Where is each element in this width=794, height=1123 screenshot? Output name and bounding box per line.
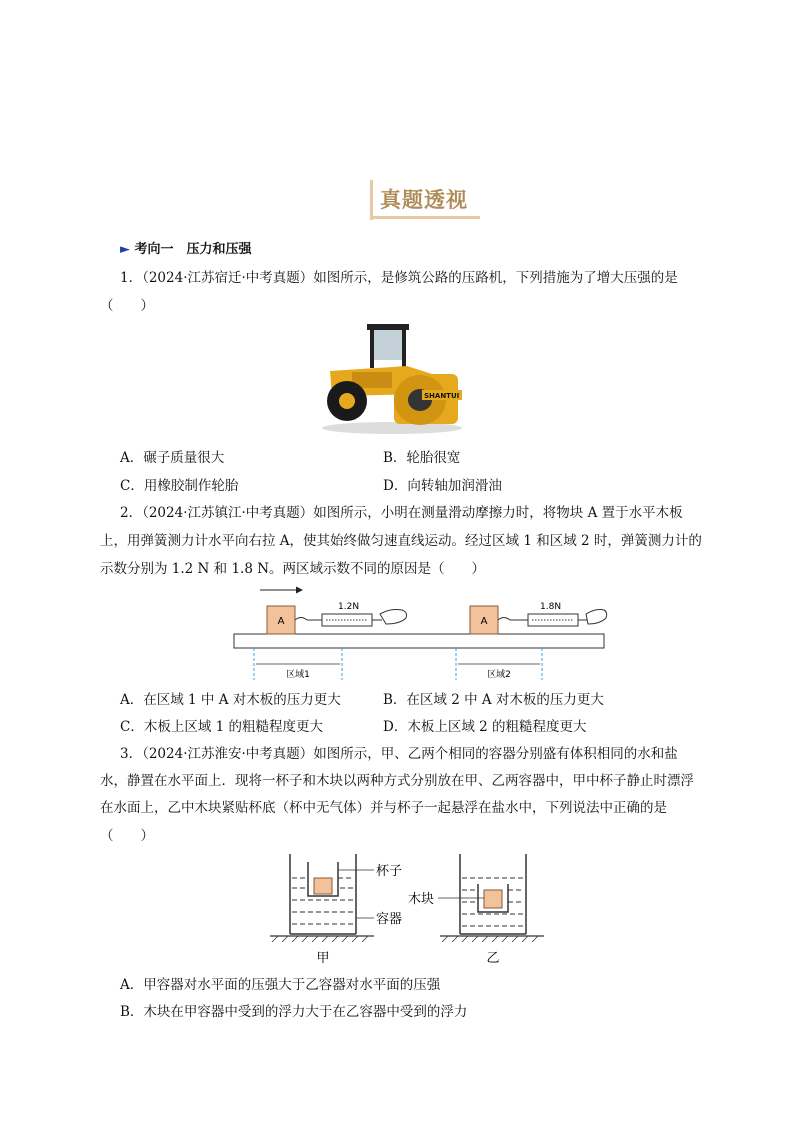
question-1-stem: 1．（2024·江苏宿迁·中考真题）如图所示，是修筑公路的压路机，下列措施为了增大压强的是	[120, 270, 678, 286]
q2-option-a: A．在区域 1 中 A 对木板的压力更大	[120, 692, 341, 708]
q2-option-d: D．木板上区域 2 的粗糙程度更大	[383, 719, 587, 735]
block-a-label-2: A	[480, 616, 488, 627]
question-2-stem-line-1: 2．（2024·江苏镇江·中考真题）如图所示，小明在测量滑动摩擦力时，将物块 A 置于水平木板	[120, 505, 683, 521]
question-3-stem-line-1: 3．（2024·江苏淮安·中考真题）如图所示，甲、乙两个相同的容器分别盛有体积相同的水和盐	[120, 746, 678, 762]
q1-option-c: C．用橡胶制作轮胎	[120, 478, 239, 494]
friction-experiment-figure	[230, 584, 610, 684]
q1-option-d: D．向转轴加润滑油	[383, 478, 502, 494]
triangle-marker-icon: ►	[120, 242, 130, 257]
buoyancy-containers-figure	[262, 852, 554, 972]
container-jia	[270, 854, 374, 942]
question-3-answer-paren: （ ）	[100, 828, 154, 844]
q2-option-b: B．在区域 2 中 A 对木板的压力更大	[383, 692, 604, 708]
hand-icon-1	[380, 610, 407, 625]
label-wood-block: 木块	[408, 892, 435, 907]
wooden-board	[234, 634, 604, 648]
roller-brand-text: SHANTUI	[424, 392, 460, 400]
banner-decoration-horizontal	[370, 216, 480, 219]
section-heading-label: 考向一 压力和压强	[134, 242, 252, 257]
road-roller-image	[312, 316, 467, 436]
label-jia: 甲	[316, 951, 330, 966]
q2-option-c: C．木板上区域 1 的粗糙程度更大	[120, 719, 324, 735]
q3-option-a: A．甲容器对水平面的压强大于乙容器对水平面的压强	[120, 977, 441, 993]
question-2-stem-line-2: 上，用弹簧测力计水平向右拉 A，使其始终做匀速直线运动。经过区域 1 和区域 2 时，弹簧测力计的	[100, 533, 702, 549]
scale-reading-1: 1.2N	[338, 602, 360, 612]
block-a-label-1: A	[277, 616, 285, 627]
banner-decoration-vertical	[370, 180, 373, 220]
container-yi	[438, 854, 544, 942]
zone-1-label: 区域1	[286, 670, 310, 680]
question-1-answer-paren: （ ）	[100, 298, 154, 314]
question-2-stem-line-3: 示数分别为 1.2 N 和 1.8 N。两区域示数不同的原因是（ ）	[100, 561, 486, 577]
question-3-stem-line-3: 在水面上，乙中木块紧贴杯底（杯中无气体）并与杯子一起悬浮在盐水中，下列说法中正确的是	[100, 800, 667, 816]
hand-icon-2	[586, 610, 607, 625]
zone-2-label: 区域2	[487, 670, 511, 680]
section-heading	[120, 240, 252, 260]
q1-option-b: B．轮胎很宽	[383, 450, 461, 466]
banner-title: 真题透视	[380, 188, 468, 212]
question-3-stem-line-2: 水，静置在水平面上．现将一杯子和木块以两种方式分别放在甲、乙两容器中，甲中杯子静止时漂浮	[100, 773, 694, 789]
label-container: 容器	[376, 912, 403, 927]
q3-option-b: B．木块在甲容器中受到的浮力大于在乙容器中受到的浮力	[120, 1004, 468, 1020]
section-banner	[370, 180, 480, 220]
q1-option-a: A．碾子质量很大	[120, 450, 225, 466]
label-cup: 杯子	[376, 864, 403, 879]
scale-reading-2: 1.8N	[540, 602, 562, 612]
label-yi: 乙	[486, 951, 500, 966]
